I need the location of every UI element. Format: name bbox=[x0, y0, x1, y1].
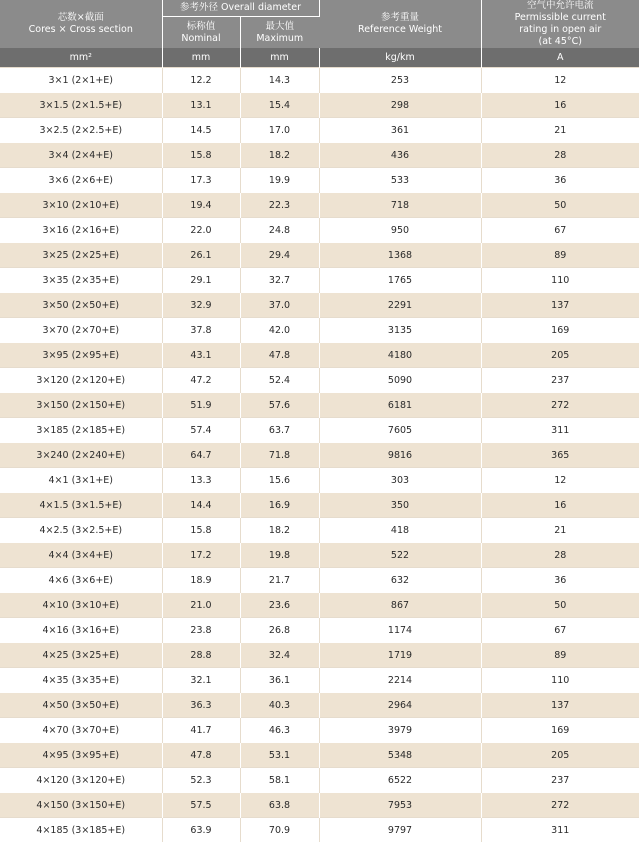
cores-cell: 4×1.5 (3×1.5+E) bbox=[0, 493, 162, 518]
units-row bbox=[0, 48, 639, 68]
nominal-diameter-cell: 43.1 bbox=[162, 343, 240, 368]
cores-cell: 3×150 (2×150+E) bbox=[0, 393, 162, 418]
weight-cell: 303 bbox=[319, 468, 481, 493]
table-row bbox=[0, 793, 639, 818]
table-row bbox=[0, 418, 639, 443]
unit-cell: kg/km bbox=[319, 48, 481, 68]
nominal-diameter-cell: 28.8 bbox=[162, 643, 240, 668]
current-cell: 237 bbox=[481, 368, 639, 393]
nominal-diameter-cell: 63.9 bbox=[162, 818, 240, 843]
nominal-diameter-cell: 19.4 bbox=[162, 193, 240, 218]
nominal-diameter-cell: 14.4 bbox=[162, 493, 240, 518]
weight-cell: 1719 bbox=[319, 643, 481, 668]
table-row bbox=[0, 818, 639, 843]
cores-cell: 4×4 (3×4+E) bbox=[0, 543, 162, 568]
table-row bbox=[0, 393, 639, 418]
maximum-diameter-cell: 36.1 bbox=[240, 668, 319, 693]
maximum-diameter-cell: 52.4 bbox=[240, 368, 319, 393]
current-cell: 36 bbox=[481, 568, 639, 593]
current-header-en-1: Permissible current bbox=[514, 12, 606, 23]
weight-cell: 2214 bbox=[319, 668, 481, 693]
current-cell: 205 bbox=[481, 743, 639, 768]
maximum-header-cn: 最大值 bbox=[265, 20, 294, 32]
weight-cell: 867 bbox=[319, 593, 481, 618]
table-row bbox=[0, 168, 639, 193]
table-row bbox=[0, 718, 639, 743]
nominal-diameter-cell: 14.5 bbox=[162, 118, 240, 143]
cores-cell: 4×6 (3×6+E) bbox=[0, 568, 162, 593]
maximum-diameter-cell: 40.3 bbox=[240, 693, 319, 718]
maximum-diameter-cell: 24.8 bbox=[240, 218, 319, 243]
weight-cell: 632 bbox=[319, 568, 481, 593]
nominal-diameter-cell: 52.3 bbox=[162, 768, 240, 793]
current-cell: 272 bbox=[481, 793, 639, 818]
maximum-diameter-cell: 16.9 bbox=[240, 493, 319, 518]
nominal-diameter-cell: 22.0 bbox=[162, 218, 240, 243]
weight-cell: 7953 bbox=[319, 793, 481, 818]
weight-cell: 436 bbox=[319, 143, 481, 168]
maximum-diameter-cell: 19.9 bbox=[240, 168, 319, 193]
table-row bbox=[0, 343, 639, 368]
nominal-diameter-cell: 37.8 bbox=[162, 318, 240, 343]
cores-cell: 3×16 (2×16+E) bbox=[0, 218, 162, 243]
weight-cell: 950 bbox=[319, 218, 481, 243]
table-row bbox=[0, 68, 639, 93]
cores-cell: 3×35 (2×35+E) bbox=[0, 268, 162, 293]
weight-cell: 1765 bbox=[319, 268, 481, 293]
maximum-diameter-cell: 26.8 bbox=[240, 618, 319, 643]
current-cell: 89 bbox=[481, 243, 639, 268]
table-row bbox=[0, 593, 639, 618]
current-cell: 16 bbox=[481, 93, 639, 118]
weight-cell: 5348 bbox=[319, 743, 481, 768]
current-cell: 205 bbox=[481, 343, 639, 368]
weight-cell: 7605 bbox=[319, 418, 481, 443]
current-cell: 12 bbox=[481, 468, 639, 493]
weight-cell: 6522 bbox=[319, 768, 481, 793]
current-cell: 110 bbox=[481, 268, 639, 293]
cores-cell: 3×25 (2×25+E) bbox=[0, 243, 162, 268]
nominal-diameter-cell: 41.7 bbox=[162, 718, 240, 743]
maximum-diameter-cell: 32.4 bbox=[240, 643, 319, 668]
table-row bbox=[0, 368, 639, 393]
maximum-header-en: Maximum bbox=[256, 32, 304, 44]
maximum-diameter-cell: 46.3 bbox=[240, 718, 319, 743]
current-cell: 12 bbox=[481, 68, 639, 93]
nominal-diameter-cell: 57.4 bbox=[162, 418, 240, 443]
weight-cell: 718 bbox=[319, 193, 481, 218]
maximum-header bbox=[240, 17, 319, 48]
table-row bbox=[0, 243, 639, 268]
current-header bbox=[481, 0, 639, 48]
cores-cell: 3×1.5 (2×1.5+E) bbox=[0, 93, 162, 118]
table-row bbox=[0, 293, 639, 318]
cores-cell: 4×50 (3×50+E) bbox=[0, 693, 162, 718]
cores-cell: 4×120 (3×120+E) bbox=[0, 768, 162, 793]
cores-cell: 4×1 (3×1+E) bbox=[0, 468, 162, 493]
cores-cell: 4×35 (3×35+E) bbox=[0, 668, 162, 693]
weight-cell: 1368 bbox=[319, 243, 481, 268]
cores-cell: 4×10 (3×10+E) bbox=[0, 593, 162, 618]
table-row bbox=[0, 618, 639, 643]
weight-cell: 418 bbox=[319, 518, 481, 543]
current-cell: 237 bbox=[481, 768, 639, 793]
current-cell: 137 bbox=[481, 693, 639, 718]
nominal-diameter-cell: 57.5 bbox=[162, 793, 240, 818]
table-row bbox=[0, 543, 639, 568]
cores-cell: 4×16 (3×16+E) bbox=[0, 618, 162, 643]
weight-cell: 298 bbox=[319, 93, 481, 118]
nominal-diameter-cell: 13.3 bbox=[162, 468, 240, 493]
weight-header-cn: 参考重量 bbox=[380, 12, 419, 23]
current-cell: 21 bbox=[481, 518, 639, 543]
current-cell: 110 bbox=[481, 668, 639, 693]
nominal-diameter-cell: 51.9 bbox=[162, 393, 240, 418]
weight-cell: 533 bbox=[319, 168, 481, 193]
weight-cell: 3135 bbox=[319, 318, 481, 343]
cores-cell: 4×95 (3×95+E) bbox=[0, 743, 162, 768]
current-cell: 28 bbox=[481, 143, 639, 168]
table-row bbox=[0, 443, 639, 468]
diameter-header: 参考外径 Overall diameter bbox=[162, 0, 319, 17]
table-row bbox=[0, 218, 639, 243]
cores-cell: 4×25 (3×25+E) bbox=[0, 643, 162, 668]
maximum-diameter-cell: 14.3 bbox=[240, 68, 319, 93]
weight-cell: 5090 bbox=[319, 368, 481, 393]
current-cell: 311 bbox=[481, 418, 639, 443]
weight-header-en: Reference Weight bbox=[358, 24, 442, 35]
maximum-diameter-cell: 42.0 bbox=[240, 318, 319, 343]
maximum-diameter-cell: 57.6 bbox=[240, 393, 319, 418]
weight-cell: 9816 bbox=[319, 443, 481, 468]
weight-cell: 9797 bbox=[319, 818, 481, 843]
current-cell: 137 bbox=[481, 293, 639, 318]
cores-cell: 3×70 (2×70+E) bbox=[0, 318, 162, 343]
weight-header bbox=[319, 0, 481, 48]
maximum-diameter-cell: 18.2 bbox=[240, 143, 319, 168]
cores-header-en: Cores × Cross section bbox=[28, 24, 133, 35]
table-row bbox=[0, 318, 639, 343]
nominal-diameter-cell: 47.8 bbox=[162, 743, 240, 768]
cores-cell: 4×150 (3×150+E) bbox=[0, 793, 162, 818]
current-cell: 169 bbox=[481, 718, 639, 743]
nominal-diameter-cell: 17.2 bbox=[162, 543, 240, 568]
current-cell: 89 bbox=[481, 643, 639, 668]
table-row bbox=[0, 693, 639, 718]
current-header-cn: 空气中允许电流 bbox=[526, 0, 594, 11]
cores-cell: 3×2.5 (2×2.5+E) bbox=[0, 118, 162, 143]
nominal-header-cn: 标称值 bbox=[186, 20, 216, 32]
maximum-diameter-cell: 37.0 bbox=[240, 293, 319, 318]
weight-cell: 6181 bbox=[319, 393, 481, 418]
table-row bbox=[0, 118, 639, 143]
maximum-diameter-cell: 21.7 bbox=[240, 568, 319, 593]
current-header-en-2: rating in open air bbox=[519, 24, 602, 35]
current-header-en-3: (at 45°C) bbox=[538, 36, 582, 47]
current-cell: 311 bbox=[481, 818, 639, 843]
maximum-diameter-cell: 58.1 bbox=[240, 768, 319, 793]
maximum-diameter-cell: 70.9 bbox=[240, 818, 319, 843]
cores-header-cn: 芯数×截面 bbox=[57, 12, 104, 23]
cores-cell: 3×1 (2×1+E) bbox=[0, 68, 162, 93]
weight-cell: 350 bbox=[319, 493, 481, 518]
nominal-diameter-cell: 12.2 bbox=[162, 68, 240, 93]
unit-cell: mm² bbox=[0, 48, 162, 68]
current-cell: 169 bbox=[481, 318, 639, 343]
cores-header bbox=[0, 0, 162, 48]
weight-cell: 361 bbox=[319, 118, 481, 143]
maximum-diameter-cell: 32.7 bbox=[240, 268, 319, 293]
nominal-diameter-cell: 21.0 bbox=[162, 593, 240, 618]
table-row bbox=[0, 468, 639, 493]
nominal-diameter-cell: 64.7 bbox=[162, 443, 240, 468]
table-row bbox=[0, 643, 639, 668]
cores-cell: 3×4 (2×4+E) bbox=[0, 143, 162, 168]
current-cell: 50 bbox=[481, 193, 639, 218]
maximum-diameter-cell: 63.8 bbox=[240, 793, 319, 818]
current-cell: 21 bbox=[481, 118, 639, 143]
table-row bbox=[0, 143, 639, 168]
nominal-diameter-cell: 17.3 bbox=[162, 168, 240, 193]
maximum-diameter-cell: 23.6 bbox=[240, 593, 319, 618]
table-row bbox=[0, 743, 639, 768]
nominal-header-en: Nominal bbox=[181, 32, 221, 44]
maximum-diameter-cell: 15.6 bbox=[240, 468, 319, 493]
cores-cell: 3×120 (2×120+E) bbox=[0, 368, 162, 393]
cores-cell: 3×10 (2×10+E) bbox=[0, 193, 162, 218]
nominal-diameter-cell: 32.1 bbox=[162, 668, 240, 693]
current-cell: 365 bbox=[481, 443, 639, 468]
maximum-diameter-cell: 18.2 bbox=[240, 518, 319, 543]
cores-cell: 3×95 (2×95+E) bbox=[0, 343, 162, 368]
maximum-diameter-cell: 22.3 bbox=[240, 193, 319, 218]
nominal-diameter-cell: 29.1 bbox=[162, 268, 240, 293]
nominal-diameter-cell: 32.9 bbox=[162, 293, 240, 318]
weight-cell: 4180 bbox=[319, 343, 481, 368]
table-row bbox=[0, 668, 639, 693]
nominal-diameter-cell: 13.1 bbox=[162, 93, 240, 118]
maximum-diameter-cell: 15.4 bbox=[240, 93, 319, 118]
maximum-diameter-cell: 71.8 bbox=[240, 443, 319, 468]
nominal-diameter-cell: 23.8 bbox=[162, 618, 240, 643]
weight-cell: 3979 bbox=[319, 718, 481, 743]
maximum-diameter-cell: 53.1 bbox=[240, 743, 319, 768]
current-cell: 28 bbox=[481, 543, 639, 568]
cores-cell: 3×6 (2×6+E) bbox=[0, 168, 162, 193]
table-row bbox=[0, 768, 639, 793]
weight-cell: 253 bbox=[319, 68, 481, 93]
weight-cell: 522 bbox=[319, 543, 481, 568]
cores-cell: 4×2.5 (3×2.5+E) bbox=[0, 518, 162, 543]
cores-cell: 4×185 (3×185+E) bbox=[0, 818, 162, 843]
maximum-diameter-cell: 19.8 bbox=[240, 543, 319, 568]
current-cell: 50 bbox=[481, 593, 639, 618]
current-cell: 16 bbox=[481, 493, 639, 518]
nominal-diameter-cell: 26.1 bbox=[162, 243, 240, 268]
weight-cell: 2291 bbox=[319, 293, 481, 318]
current-cell: 272 bbox=[481, 393, 639, 418]
current-cell: 36 bbox=[481, 168, 639, 193]
unit-cell: A bbox=[481, 48, 639, 68]
cores-cell: 3×240 (2×240+E) bbox=[0, 443, 162, 468]
unit-cell: mm bbox=[240, 48, 319, 68]
nominal-header bbox=[162, 17, 240, 48]
nominal-diameter-cell: 18.9 bbox=[162, 568, 240, 593]
table-row bbox=[0, 568, 639, 593]
table-row bbox=[0, 268, 639, 293]
current-cell: 67 bbox=[481, 218, 639, 243]
weight-cell: 2964 bbox=[319, 693, 481, 718]
maximum-diameter-cell: 17.0 bbox=[240, 118, 319, 143]
cores-cell: 4×70 (3×70+E) bbox=[0, 718, 162, 743]
cores-cell: 3×50 (2×50+E) bbox=[0, 293, 162, 318]
nominal-diameter-cell: 47.2 bbox=[162, 368, 240, 393]
maximum-diameter-cell: 29.4 bbox=[240, 243, 319, 268]
table-row bbox=[0, 193, 639, 218]
table-row bbox=[0, 493, 639, 518]
maximum-diameter-cell: 63.7 bbox=[240, 418, 319, 443]
nominal-diameter-cell: 36.3 bbox=[162, 693, 240, 718]
weight-cell: 1174 bbox=[319, 618, 481, 643]
maximum-diameter-cell: 47.8 bbox=[240, 343, 319, 368]
current-cell: 67 bbox=[481, 618, 639, 643]
unit-cell: mm bbox=[162, 48, 240, 68]
nominal-diameter-cell: 15.8 bbox=[162, 143, 240, 168]
nominal-diameter-cell: 15.8 bbox=[162, 518, 240, 543]
cores-cell: 3×185 (2×185+E) bbox=[0, 418, 162, 443]
table-row bbox=[0, 93, 639, 118]
table-row bbox=[0, 518, 639, 543]
